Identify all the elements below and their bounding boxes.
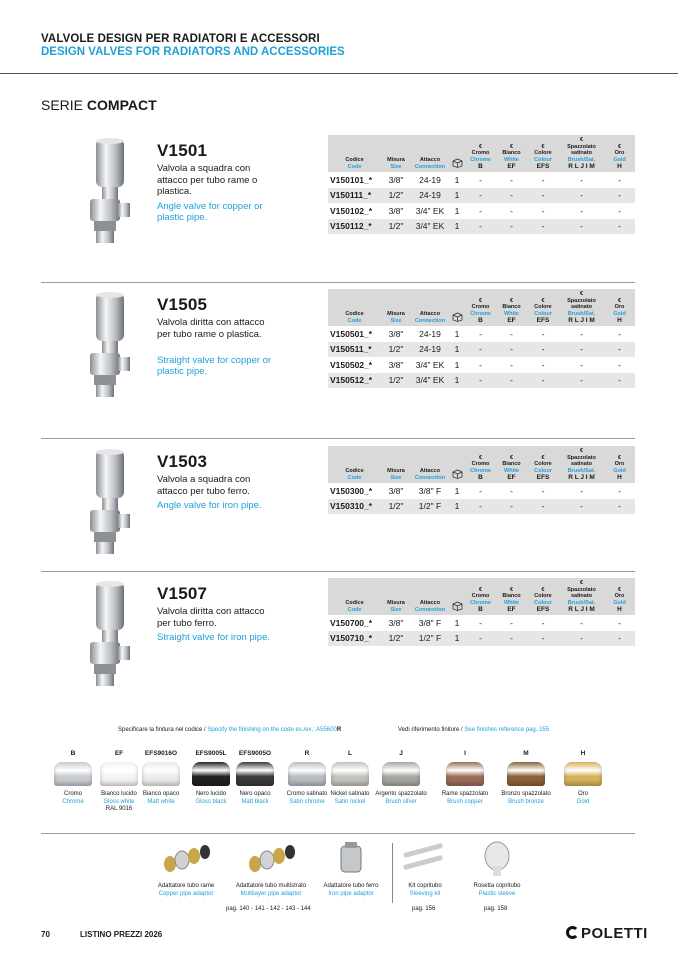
finish-swatch xyxy=(446,762,484,786)
accessory-image xyxy=(397,840,453,883)
finish-label: Nero opaco Matt black xyxy=(239,791,271,805)
accessory-image xyxy=(469,840,525,883)
finish-code: EFS9016O xyxy=(144,750,178,757)
finish-swatch xyxy=(564,762,602,786)
table-row: V150101_* 3/8" 24-19 1 - - - - - xyxy=(328,172,635,188)
accessory-image xyxy=(323,840,379,883)
finish-label: Rame spazzolato Brush copper xyxy=(441,791,489,805)
finish-code: M xyxy=(523,750,529,757)
finish-label: Cromo Chrome xyxy=(62,791,84,805)
finish-code: R xyxy=(304,750,310,757)
accessory-label: Kit copritubo Sleeving kit xyxy=(408,883,442,897)
accessory-image xyxy=(243,840,299,883)
table-row: V150512_* 1/2" 3/4" EK 1 - - - - - xyxy=(328,373,635,389)
finish-swatch xyxy=(382,762,420,786)
price-table xyxy=(328,135,635,235)
logo-mark-icon xyxy=(566,926,579,939)
finish-code: EFS9005O xyxy=(238,750,272,757)
product-code: V1503 xyxy=(157,452,208,471)
finish-swatch xyxy=(236,762,274,786)
accessory-image xyxy=(158,840,214,883)
finish-code: B xyxy=(70,750,76,757)
valve-image xyxy=(90,291,134,401)
header-title-it: VALVOLE DESIGN PER RADIATORI E ACCESSORI xyxy=(41,33,320,45)
finish-swatch xyxy=(288,762,326,786)
table-row: V150300_* 3/8" 3/8" F 1 - - - - - xyxy=(328,483,635,499)
price-table xyxy=(328,578,635,647)
table-row: V150310_* 1/2" 1/2" F 1 - - - - - xyxy=(328,499,635,515)
table-row: V150102_* 3/8" 3/4" EK 1 - - - - - xyxy=(328,203,635,219)
table-row: V150710_* 1/2" 1/2" F 1 - - - - - xyxy=(328,631,635,647)
finish-label: Nero lucido Gloss black xyxy=(195,791,227,805)
page-number: 70 xyxy=(41,930,50,939)
finish-label: Cromo satinato Satin chrome xyxy=(286,791,328,805)
product-code: V1505 xyxy=(157,295,208,314)
finish-label: Bronzo spazzolato Brush bronze xyxy=(501,791,551,805)
table-row: V150502_* 3/8" 3/4" EK 1 - - - - - xyxy=(328,357,635,373)
product-code: V1507 xyxy=(157,584,208,603)
accessory-pages-c: pag. 158 xyxy=(484,906,508,912)
accessory-pages-b: pag. 156 xyxy=(412,906,436,912)
table-row: V150700_* 3/8" 3/8" F 1 - - - - - xyxy=(328,615,635,631)
accessory-separator xyxy=(392,843,393,903)
product-desc-it: Valvola diritta con attacco per tubo ferro. xyxy=(157,606,265,629)
product-desc-en: Angle valve for copper or plastic pipe. xyxy=(157,200,263,223)
price-list-label: LISTINO PREZZI 2026 xyxy=(80,930,163,939)
finish-label: Bianco opaco Matt white xyxy=(142,791,180,805)
header-title-en: DESIGN VALVES FOR RADIATORS AND ACCESSORIES xyxy=(41,46,345,58)
product-desc-en: Angle valve for iron pipe. xyxy=(157,500,262,511)
header-rule xyxy=(0,73,678,74)
table-header-row: Codice Code Misura Size Attacco Connection € Cromo Chrome B € Bianco White EF € Colore Colour EFS € Spazzolato satinato Brush/Sat. R L J I M € Oro Gold H xyxy=(328,135,635,172)
section-divider xyxy=(41,571,635,572)
product-desc-it: Valvola a squadra con attacco per tubo rame o plastica. xyxy=(157,163,258,197)
accessory-divider xyxy=(41,833,635,834)
finish-note: Specificare la finitura nel codice / Specify the finishing on the code es./ex.: A55600R xyxy=(118,727,342,733)
finish-label: Nickel satinato Satin nickel xyxy=(330,791,370,805)
box-icon xyxy=(452,601,463,611)
table-row: V150501_* 3/8" 24-19 1 - - - - - xyxy=(328,326,635,342)
table-row: V150112_* 1/2" 3/4" EK 1 - - - - - xyxy=(328,219,635,235)
finish-label: Argento spazzolato Brush silver xyxy=(375,791,427,805)
table-row: V150111_* 1/2" 24-19 1 - - - - - xyxy=(328,188,635,204)
finish-code: L xyxy=(348,750,352,757)
table-row: V150511_* 1/2" 24-19 1 - - - - - xyxy=(328,342,635,358)
table-header-row: Codice Code Misura Size Attacco Connection € Cromo Chrome B € Bianco White EF € Colore Colour EFS € Spazzolato satinato Brush/Sat. R L J I M € Oro Gold H xyxy=(328,578,635,615)
valve-image xyxy=(90,580,134,690)
section-divider xyxy=(41,438,635,439)
product-desc-en: Straight valve for copper or plastic pipe. xyxy=(157,354,272,377)
finish-swatch xyxy=(142,762,180,786)
product-desc-en: Straight valve for iron pipe. xyxy=(157,632,271,643)
accessory-label: Adattatore tubo multistrato Multilayer pipe adaptor xyxy=(235,883,307,897)
price-table xyxy=(328,446,635,515)
finish-code: I xyxy=(464,750,466,757)
finish-code: EF xyxy=(114,750,124,757)
price-table xyxy=(328,289,635,389)
valve-image xyxy=(90,448,134,558)
table-header-row: Codice Code Misura Size Attacco Connection € Cromo Chrome B € Bianco White EF € Colore Colour EFS € Spazzolato satinato Brush/Sat. R L J I M € Oro Gold H xyxy=(328,446,635,483)
finish-swatch xyxy=(331,762,369,786)
table-header-row: Codice Code Misura Size Attacco Connection € Cromo Chrome B € Bianco White EF € Colore Colour EFS € Spazzolato satinato Brush/Sat. R L J I M € Oro Gold H xyxy=(328,289,635,326)
finish-reference: Vedi riferimento finiture / See finishes reference pag. 155 xyxy=(398,727,550,733)
finish-label: Bianco lucido Gloss white RAL 9016 xyxy=(101,791,137,812)
accessory-pages-a: pag. 140 - 141 - 142 - 143 - 144 xyxy=(226,906,311,912)
finish-swatch xyxy=(507,762,545,786)
product-desc-it: Valvola diritta con attacco per tubo rame o plastica. xyxy=(157,317,265,340)
series-title: SERIE COMPACT xyxy=(41,97,157,113)
finish-swatch xyxy=(54,762,92,786)
section-divider xyxy=(41,282,635,283)
accessory-label: Rosetta copritubo Plastic sleeve xyxy=(473,883,521,897)
box-icon xyxy=(452,158,463,168)
finish-code: H xyxy=(580,750,586,757)
finish-swatch xyxy=(100,762,138,786)
finish-code: J xyxy=(399,750,403,757)
product-desc-it: Valvola a squadra con attacco per tubo ferro. xyxy=(157,474,251,497)
box-icon xyxy=(452,469,463,479)
brand-logo: POLETTI xyxy=(566,925,648,942)
box-icon xyxy=(452,312,463,322)
valve-image xyxy=(90,137,134,247)
accessory-label: Adattatore tubo ferro Iron pipe adaptor xyxy=(323,883,379,897)
finish-code: EFS9005L xyxy=(195,750,227,757)
finish-swatch xyxy=(192,762,230,786)
finish-label: Oro Gold xyxy=(576,791,590,805)
product-code: V1501 xyxy=(157,141,208,160)
accessory-label: Adattatore tubo rame Copper pipe adaptor xyxy=(157,883,215,897)
